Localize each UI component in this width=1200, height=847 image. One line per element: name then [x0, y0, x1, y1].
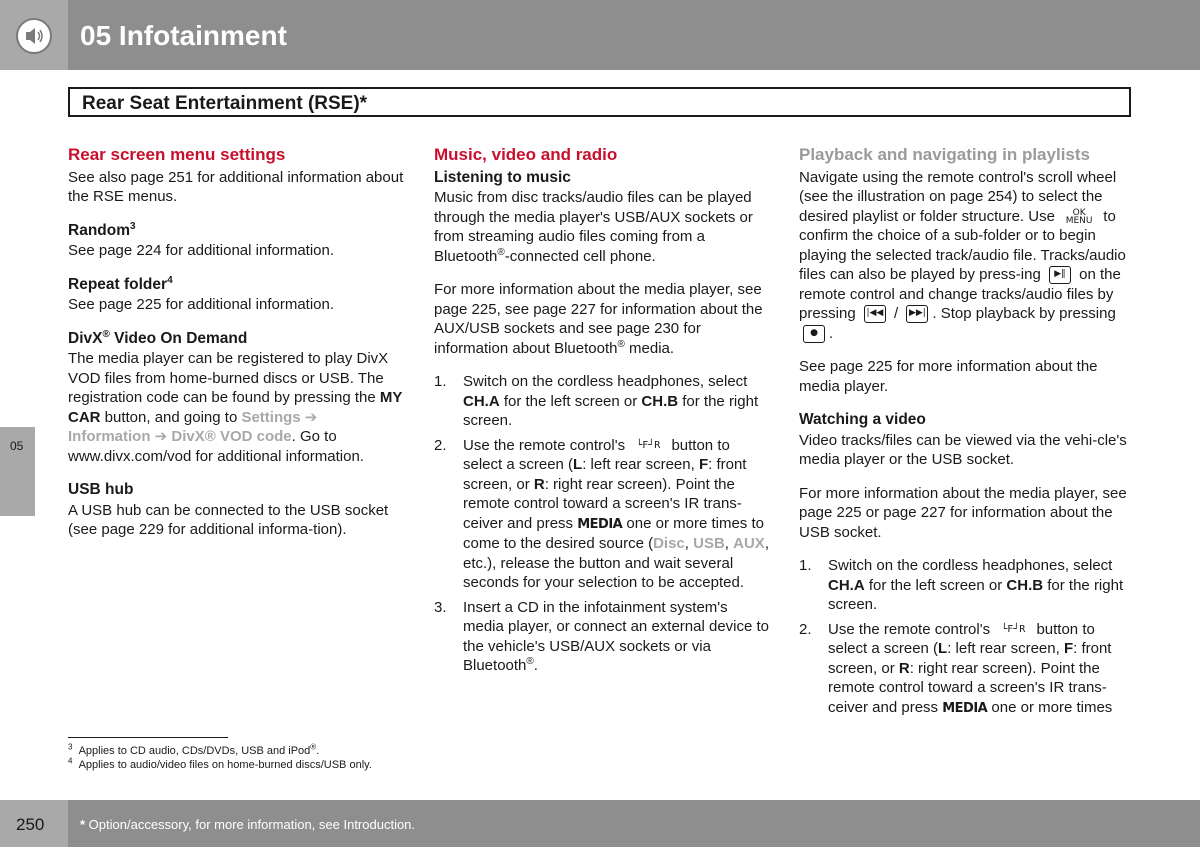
paragraph-repeat-folder: See page 225 for additional information. — [68, 296, 335, 313]
section-title: Rear Seat Entertainment (RSE)* — [82, 93, 368, 114]
block-repeat-folder — [68, 275, 404, 315]
previous-track-icon: |◀◀ — [864, 305, 886, 323]
list-item: 2. Use the remote control's └F┘R button to select a screen (L: left rear screen, F: front screen, or R: right rear screen). Point the remote control toward a screen's IR trans-ceiver and press MEDIA one or more times to come to the desired source (Disc, USB, AUX, etc.), release the button and wait several seconds for your selection to be accepted. — [434, 436, 769, 592]
chapter-header — [68, 0, 1200, 70]
list-item: 2. Use the remote control's └F┘R button to select a screen (L: left rear screen, F: front screen, or R: right rear screen). Point the remote control toward a screen's IR trans-ceiver and press MEDIA one or more times — [799, 620, 1113, 716]
screen-select-icon: └F┘R — [1001, 623, 1026, 635]
section-title-box — [68, 87, 1131, 117]
play-pause-icon: ▶‖ — [1049, 266, 1071, 284]
page-number-box — [0, 800, 68, 847]
speaker-icon — [16, 18, 52, 54]
list-item: 3. Insert a CD in the infotainment system's media player, or connect an external device to the vehicle's USB/AUX sockets or via Bluetooth®. — [434, 598, 770, 675]
block-random — [68, 221, 404, 261]
heading-music-video-radio: Music, video and radio — [434, 145, 618, 164]
column-right — [799, 142, 1135, 723]
paragraph-listening: Music from disc tracks/audio files can be played through the media player's USB/AUX sockets or from streaming audio files coming from a Bluetooth®-connected cell phone. — [434, 189, 753, 265]
list-item: 1. Switch on the cordless headphones, select CH.A for the left screen or CH.B for the right screen. — [799, 557, 1124, 613]
speaker-icon-glyph — [18, 20, 50, 52]
side-tab-label: 05 — [10, 439, 24, 453]
paragraph-more-info-video: For more information about the media player, see page 225 or page 227 for information about the USB socket. — [799, 484, 1127, 541]
page-number: 250 — [16, 815, 45, 834]
footnote-divider — [68, 737, 228, 738]
heading-listening-to-music: Listening to music — [434, 168, 571, 186]
chapter-side-tab — [0, 427, 35, 516]
paragraph-navigate: Navigate using the remote control's scroll wheel (see the illustration on page 254) to select the desired playlist or folder structure. Use OK MENU to confirm the choice of a sub-folder or to begin playing the selected track/audio file. Tracks/audio files can also be played by press-ing ▶‖ on the remote control and change tracks/audio files by pressing |◀◀ / ▶▶| . Stop playback by pressing ● . — [799, 168, 1126, 342]
footnote-ref-4[interactable]: 4 — [167, 274, 173, 286]
block-listening — [434, 168, 770, 267]
heading-divx: DivX® Video On Demand — [68, 328, 248, 347]
block-watching-video — [799, 410, 1135, 470]
steps-list-video — [799, 556, 1135, 718]
footer-note: * Option/accessory, for more information, see Introduction. — [80, 817, 416, 832]
footer-band — [68, 800, 1200, 847]
heading-random: Random$^3$ — [68, 220, 136, 239]
paragraph-random: See page 224 for additional information. — [68, 242, 335, 259]
chapter-title: 05 Infotainment — [80, 20, 287, 51]
chapter-icon-box — [0, 0, 68, 70]
heading-usb-hub: USB hub — [68, 481, 134, 498]
heading-playback-navigating: Playback and navigating in playlists — [799, 145, 1090, 164]
screen-select-icon: └F┘R — [636, 439, 661, 451]
media-button-label: MEDIA — [577, 516, 623, 532]
footnote-3: $^3$ Applies to CD audio, CDs/DVDs, USB and iPod®. — [68, 742, 320, 757]
footnote-ref-3[interactable]: 3 — [130, 220, 136, 232]
media-button-label: MEDIA — [942, 700, 988, 716]
heading-rear-screen-menu: Rear screen menu settings — [68, 145, 286, 164]
column-left — [68, 142, 404, 554]
heading-repeat-folder: Repeat folder$^4$ — [68, 274, 173, 293]
stop-icon: ● — [803, 325, 825, 343]
footnotes — [68, 744, 372, 772]
block-usb-hub — [68, 480, 404, 540]
my-car-button-label: MY CAR — [68, 389, 403, 426]
paragraph-rear-screen: See also page 251 for additional information about the RSE menus. — [68, 168, 404, 205]
column-middle — [434, 142, 770, 681]
next-track-icon: ▶▶| — [906, 305, 928, 323]
steps-list-music — [434, 372, 770, 676]
ok-menu-icon: OK MENU — [1065, 207, 1093, 226]
paragraph-usb-hub: A USB hub can be connected to the USB socket (see page 229 for additional informa-tion). — [68, 501, 389, 538]
paragraph-divx: The media player can be registered to play DivX VOD files from home-burned discs or USB. The registration code can be found by pressing the MY CAR button, and going to Settings ➔ Information ➔ DivX® VOD code. Go to www.divx.com/vod for additional information. — [68, 350, 403, 465]
paragraph-video: Video tracks/files can be viewed via the vehi-cle's media player or the USB socket. — [799, 431, 1127, 468]
block-divx — [68, 329, 404, 467]
paragraph-see-page: See page 225 for more information about the media player. — [799, 358, 1098, 395]
heading-watching-video: Watching a video — [799, 411, 926, 428]
menu-path: Settings ➔ Information ➔ DivX® VOD code — [68, 408, 318, 445]
paragraph-more-info: For more information about the media player, see page 225, see page 227 for information about the AUX/USB sockets and see page 230 for information about Bluetooth® media. — [434, 281, 763, 357]
footnote-4: $^4$ Applies to audio/video files on home-burned discs/USB only. — [68, 756, 372, 771]
list-item: 1. Switch on the cordless headphones, select CH.A for the left screen or CH.B for the right screen. — [434, 373, 759, 429]
